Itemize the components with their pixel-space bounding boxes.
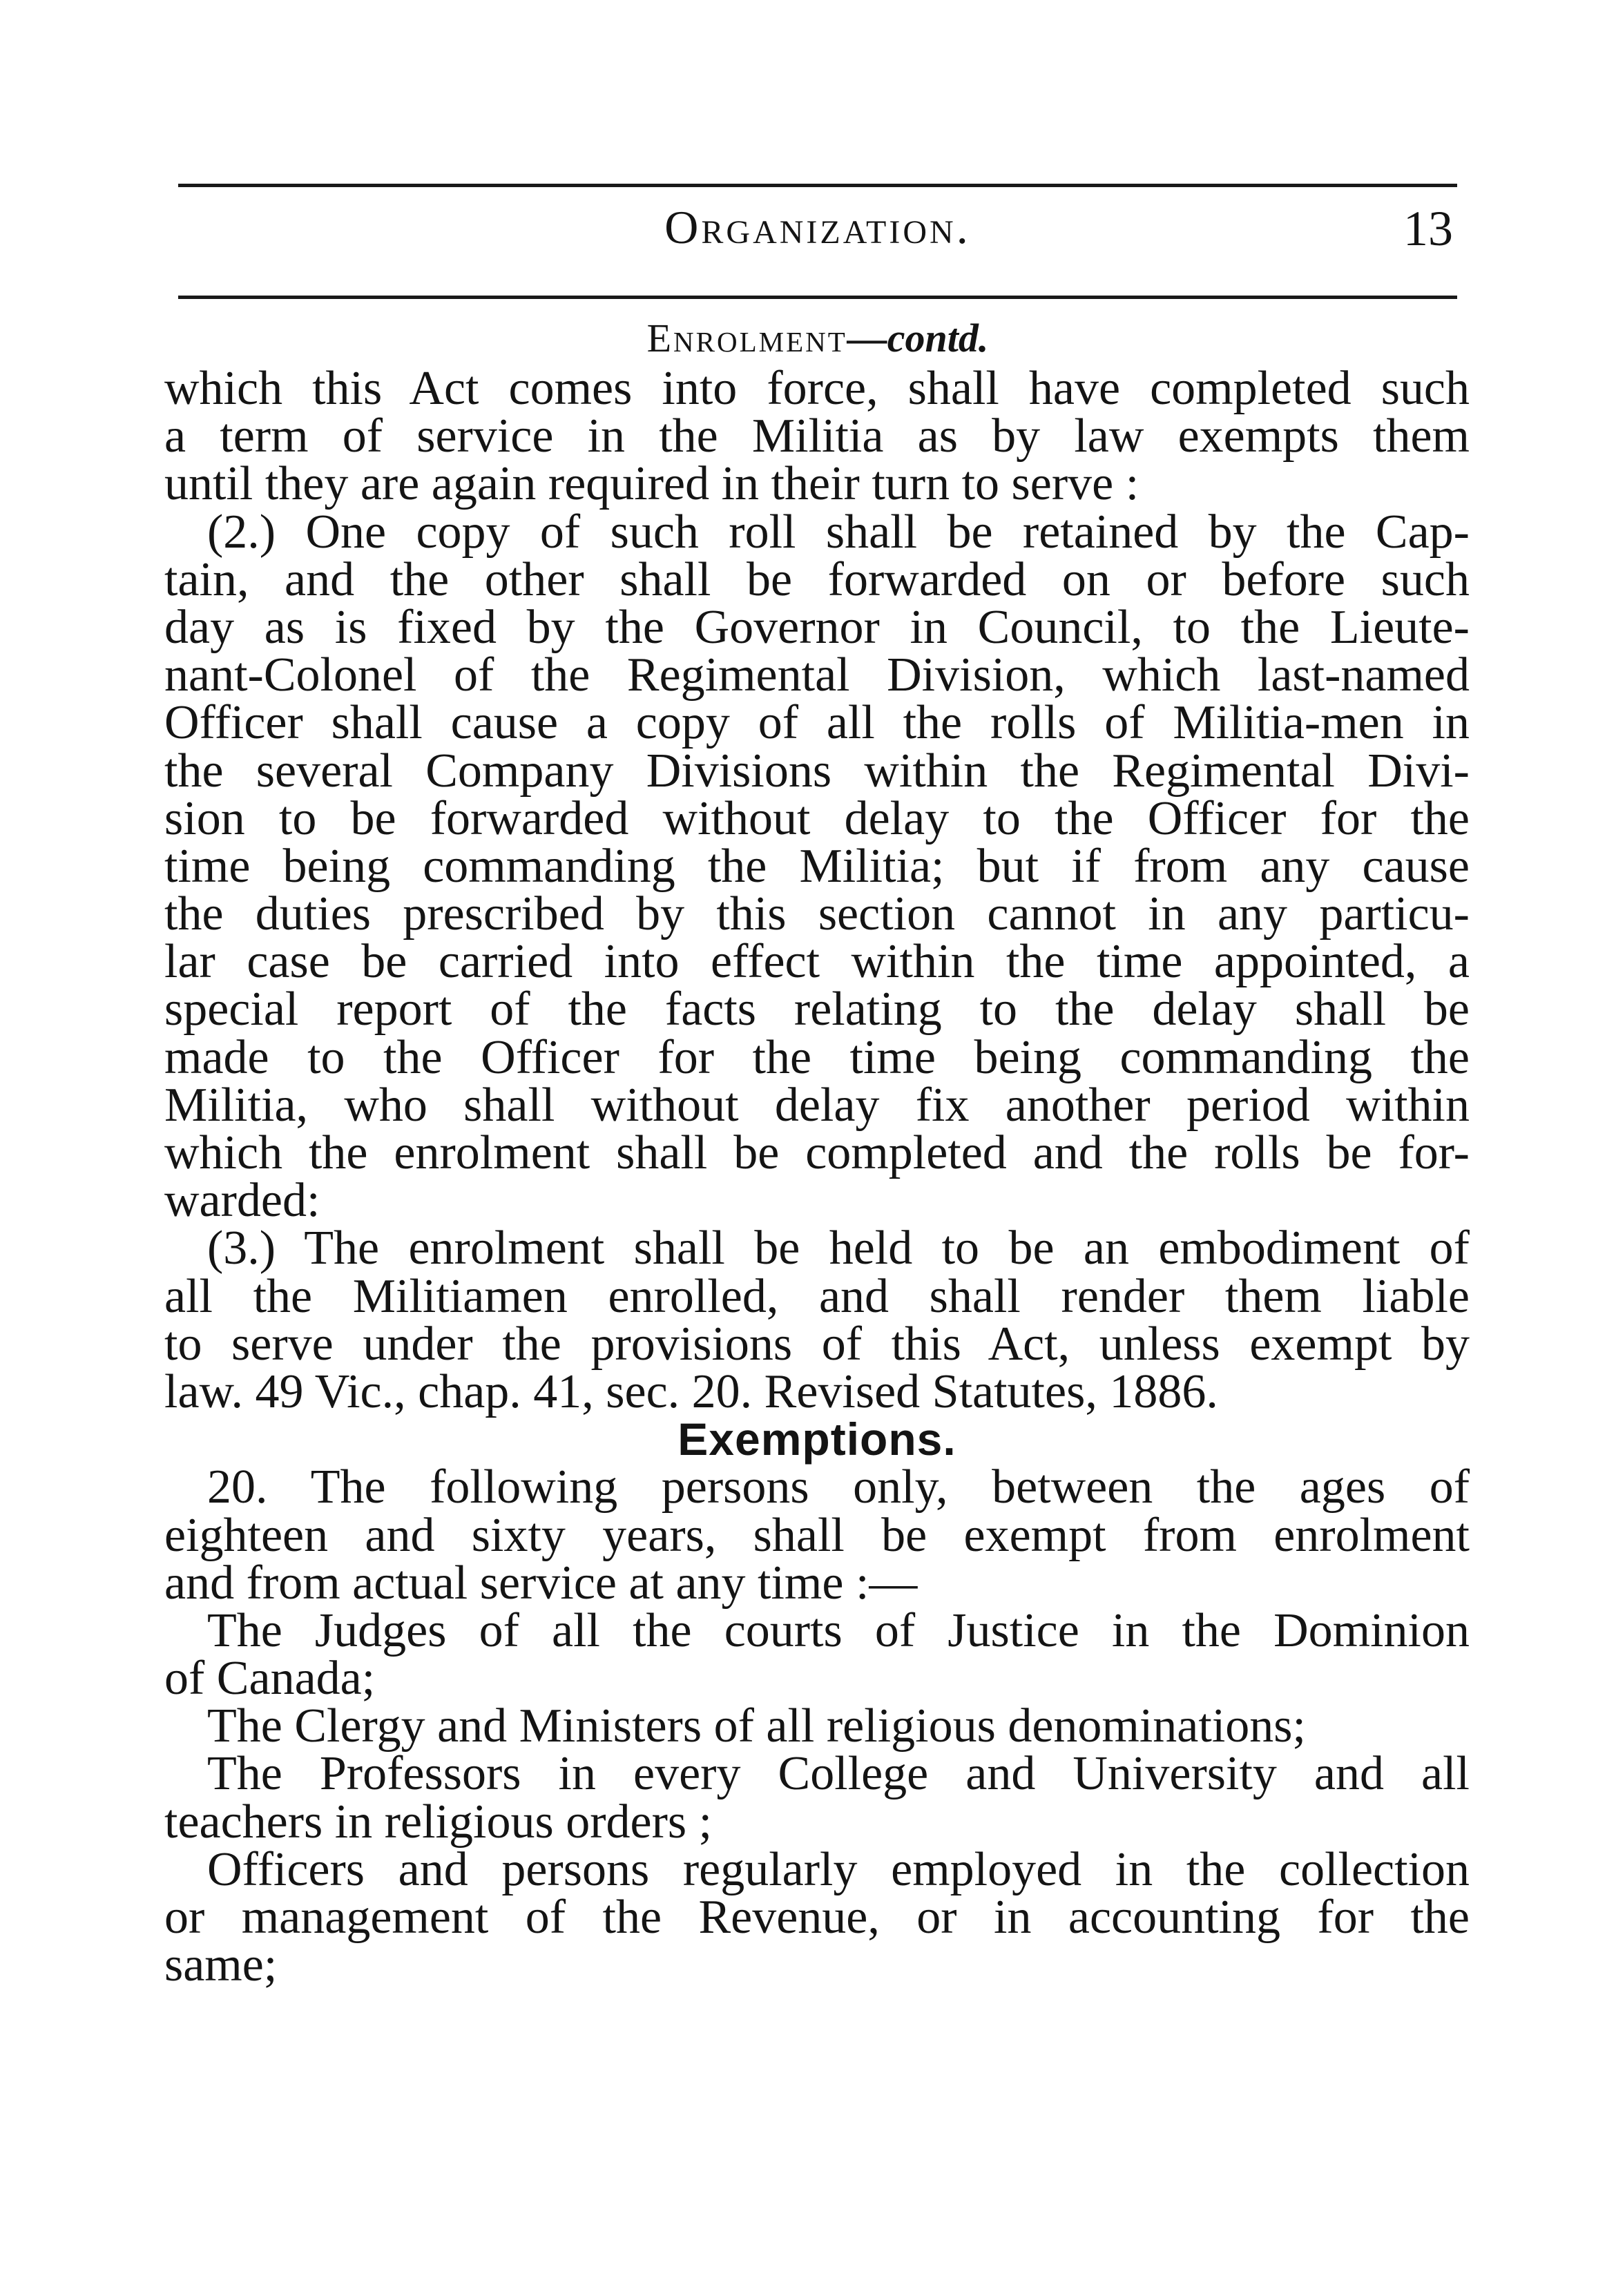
section-heading-suffix: —contd.: [847, 316, 989, 360]
text-line: which the enrolment shall be completed and the rolls be for-: [164, 1126, 1470, 1179]
text-line: The Judges of all the courts of Justice in the Dominion: [207, 1603, 1470, 1657]
text-line: of Canada;: [164, 1652, 376, 1706]
page-number: 13: [1403, 201, 1453, 256]
text-line: day as is fixed by the Governor in Council, to the Lieute-: [164, 600, 1470, 654]
header-rule: [178, 296, 1457, 299]
text-line: same;: [164, 1938, 278, 1992]
text-line: law. 49 Vic., chap. 41, sec. 20. Revised Statutes, 1886.: [164, 1364, 1218, 1418]
text-line: The Clergy and Ministers of all religious denominations;: [207, 1699, 1306, 1753]
text-line: (3.) The enrolment shall be held to be an embodiment of: [207, 1222, 1470, 1275]
running-head-title: Organization.: [664, 201, 971, 253]
text-line: lar case be carried into effect within the time appointed, a: [164, 935, 1470, 989]
text-line: to serve under the provisions of this Act, unless exempt by: [164, 1317, 1470, 1371]
text-line: special report of the facts relating to the delay shall be: [164, 983, 1470, 1036]
text-line: a term of service in the Militia as by law exempts them: [164, 409, 1470, 463]
text-line: all the Militiamen enrolled, and shall render them liable: [164, 1269, 1470, 1323]
text-line: or management of the Revenue, or in accounting for the: [164, 1891, 1470, 1944]
text-line: Militia, who shall without delay fix another period within: [164, 1078, 1470, 1132]
body-text: [164, 362, 1470, 1992]
running-head: [178, 200, 1457, 276]
text-line: tain, and the other shall be forwarded on or before such: [164, 552, 1470, 606]
text-line: 20. The following persons only, between the ages of: [207, 1460, 1470, 1514]
section-heading-main: Enrolment: [646, 316, 847, 360]
section-heading: [178, 315, 1457, 361]
text-line: the several Company Divisions within the Regimental Divi-: [164, 744, 1470, 798]
exemptions-heading: Exemptions.: [677, 1414, 956, 1465]
top-rule: [178, 184, 1457, 187]
text-line: Officer shall cause a copy of all the rolls of Militia-men in: [164, 696, 1470, 750]
text-line: until they are again required in their turn to serve :: [164, 457, 1139, 511]
text-line: the duties prescribed by this section cannot in any particu-: [164, 887, 1470, 941]
text-line: (2.) One copy of such roll shall be retained by the Cap-: [207, 505, 1470, 559]
text-line: sion to be forwarded without delay to the Officer for the: [164, 791, 1470, 845]
text-line: eighteen and sixty years, shall be exempt from enrolment: [164, 1508, 1470, 1562]
text-line: which this Act comes into force, shall have completed such: [164, 362, 1470, 415]
text-line: made to the Officer for the time being commanding the: [164, 1030, 1470, 1084]
text-line: warded:: [164, 1174, 320, 1228]
text-line: and from actual service at any time :—: [164, 1556, 918, 1610]
text-line: Officers and persons regularly employed in the collection: [207, 1842, 1470, 1896]
text-line: The Professors in every College and University and all: [207, 1747, 1470, 1801]
text-line: nant-Colonel of the Regimental Division, which last-named: [164, 648, 1470, 702]
text-line: time being commanding the Militia; but if from any cause: [164, 839, 1470, 893]
text-line: teachers in religious orders ;: [164, 1795, 713, 1849]
